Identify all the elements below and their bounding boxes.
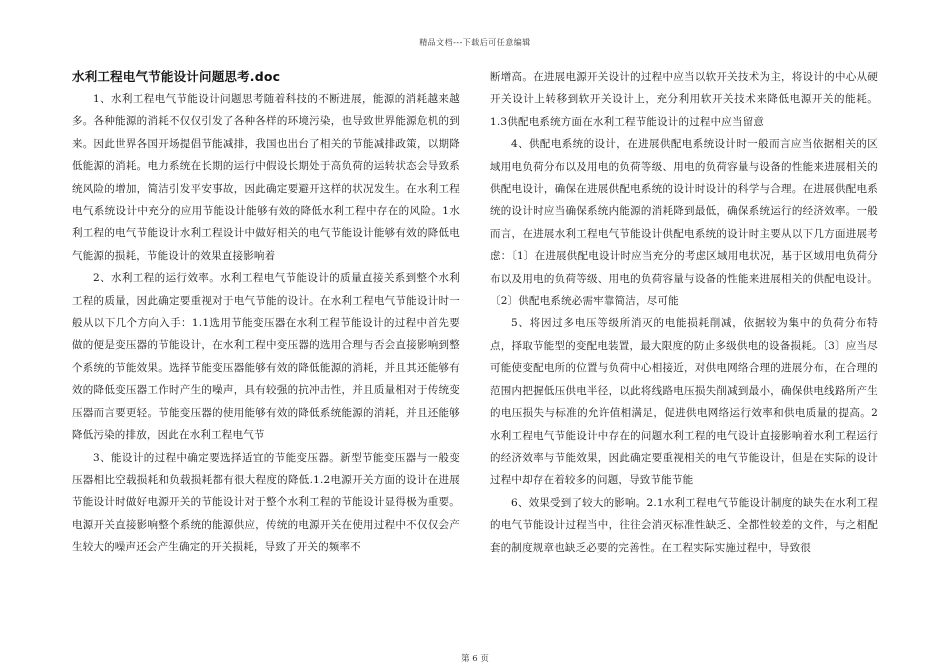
paragraph-3-continuation: 断增高。在进展电源开关设计的过程中应当以软开关技术为主，将设计的中心从硬开关设计上转移到软开关设计上，充分利用软开关技术来降低电源开关的能耗。1.3供配电系统方面在水利工程节能设计的过程中应当留意 [490,71,878,128]
paragraph-4: 4、供配电系统的设计，在进展供配电系统设计时一般而言应当依据相关的区域用电负荷分布以及用电的负荷等级、用电的负荷容量与设备的性能来进展相关的供配电设计，确保在进展供配电系统的设计时设计的科学与合理。在进展供配电系统的设计时应当确保系统内能源的消耗降到最低，确保系统运行的经济效率。一般而言，在进展水利工程电气节能设计供配电系统的设计时主要从以下几方面进展考虑：〔1〕在进展供配电设计时应当充分的考虑区域用电状况，基于区域用电负荷分布以及用电的负荷等级、用电的负荷容量与设备的性能来进展相关的供配电设计。〔2〕供配电系统必需牢靠简洁，尽可能 [490,138,878,308]
left-column [72,66,460,559]
document-title: 水利工程电气节能设计问题思考.doc [72,69,281,84]
paragraph-2: 2、水利工程的运行效率。水利工程电气节能设计的质量直接关系到整个水利工程的质量，因此确定要重视对于电气节能的设计。在水利工程电气节能设计时一般从以下几个方向入手：1.1选用节能变压器在水利工程节能设计的过程中首先要做的便是变压器的节能设计，在水利工程中变压器的选用合理与否会直接影响到整个系统的节能效果。选择节能变压器能够有效的降低能源的消耗，并且其还能够有效的降低变压器工作时产生的噪声，具有较强的抗冲击性，并且质量相对于传统变压器而言要更轻。节能变压器的使用能够有效的降低系统能源的消耗，并且还能够降低污染的排放，因此在水利工程电气节 [72,272,460,442]
right-column [490,66,878,559]
paragraph-1: 1、水利工程电气节能设计问题思考随着科技的不断进展，能源的消耗越来越多。各种能源的消耗不仅仅引发了各种各样的环境污染，也导致世界能源危机的到来。因此世界各国开场提倡节能减排，我国也出台了相关的节能减排政策，以期降低能源的消耗。电力系统在长期的运行中假设长期处于高负荷的运转状态会导致系统风险的增加，简洁引发平安事故，因此确定要避开这样的状况发生。在水利工程电气系统设计中充分的应用节能设计能够有效的降低水利工程中存在的风险。1水利工程的电气节能设计水利工程设计中做好相关的电气节能设计能够有效的降低电气能源的损耗，节能设计的效果直接影响着 [72,93,460,262]
paragraph-6: 6、效果受到了较大的影响。2.1水利工程电气节能设计制度的缺失在水利工程的电气节能设计过程当中，往往会消灭标准性缺乏、全都性较差的文件，与之相配套的制度规章也缺乏必要的完善性。在工程实际实施过程中，导致很 [490,496,878,554]
paragraph-5: 5、将因过多电压等级所消灭的电能损耗削减，依据较为集中的负荷分布特点，择取节能型的变配电装置，最大限度的防止多级供电的设备损耗。〔3〕应当尽可能使变配电所的位置与负荷中心相接近，对供电网络合理的进展分布，在合理的范围内把握低压供电半径，以此将线路电压损失削减到最小，确保供电线路所产生的电压损失与标准的允许值相满足，促进供电网络运行效率和供电质量的提高。2水利工程电气节能设计中存在的问题水利工程的电气设计直接影响着水利工程运行的经济效率与节能效果，因此确定要重视相关的电气节能设计，但是在实际的设计过程中却存在着较多的问题，导致节能节能 [490,317,878,487]
page-number: 第 6 页 [461,654,489,664]
page-header: 精品文档---下载后可任意编辑 [419,38,531,47]
paragraph-3: 3、能设计的过程中确定要选择适宜的节能变压器。新型节能变压器与一般变压器相比空载损耗和负载损耗都有很大程度的降低.1.2电源开关方面的设计在进展节能设计时做好电源开关的节能设计对于整个水利工程的节能设计显得极为重要。电源开关直接影响整个系统的能源供应，传统的电源开关在使用过程中不仅仅会产生较大的噪声还会产生确定的开关损耗，导致了开关的频率不 [72,451,460,554]
